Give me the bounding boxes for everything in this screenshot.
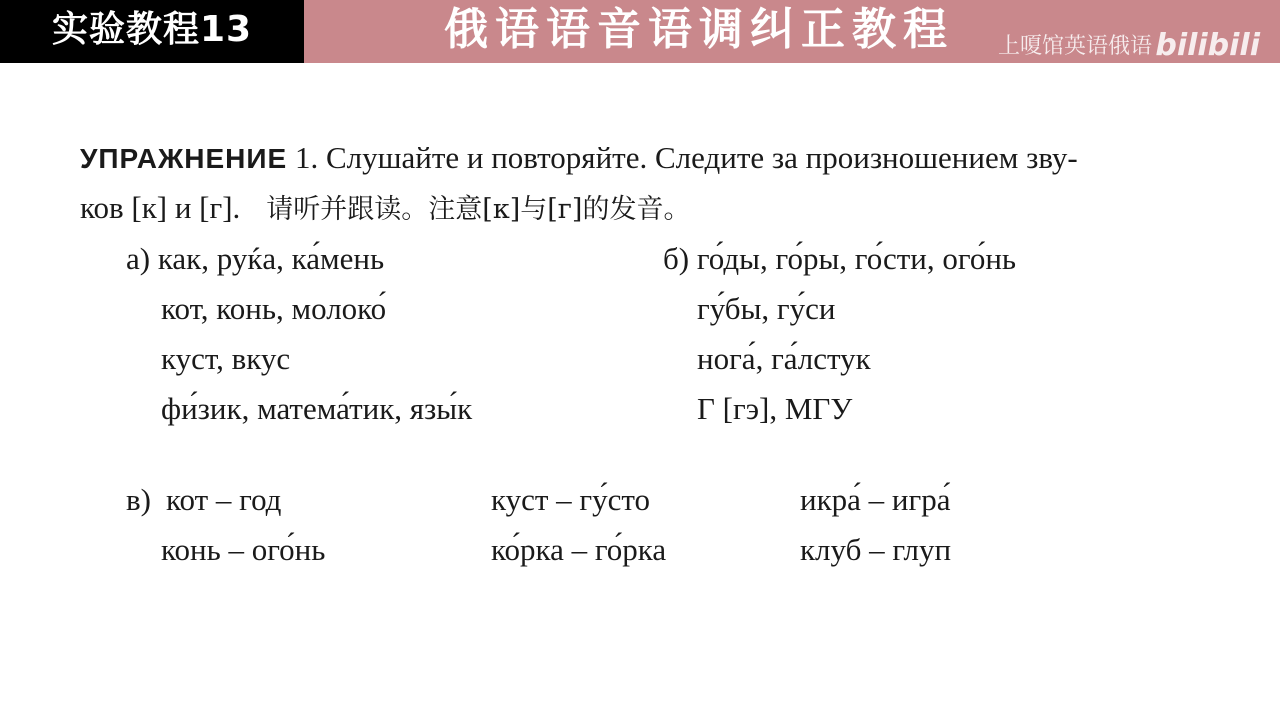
section-v-pair: куст – гу́сто (491, 482, 651, 517)
channel-watermark: 上嗄馆英语俄语 (997, 34, 1152, 59)
section-a-line: кот, конь, молоко́ (161, 291, 387, 326)
section-a-line: а) как, руќа, ка́мень (126, 241, 385, 276)
section-a-line: куст, вкус (161, 341, 291, 376)
section-b-line: Г [гэ], МГУ (697, 391, 853, 426)
section-v-pair: кот – год (166, 482, 282, 517)
section-b-line: б) го́ды, го́ры, го́сти, ого́нь (663, 241, 1017, 276)
exercise-instruction-line2 (80, 188, 690, 230)
section-b-line: нога́, га́лстук (697, 341, 871, 376)
lesson-number-label: 实验教程13 (0, 0, 304, 63)
section-v-label: в) (126, 482, 151, 517)
section-v-pair: клуб – глуп (800, 532, 952, 567)
section-v-pair: икра́ – игра́ (800, 482, 951, 517)
section-v-pair: ко́рка – го́рка (491, 532, 667, 567)
video-header-bar (0, 0, 1280, 63)
section-b-line: гу́бы, гу́си (697, 291, 836, 326)
section-a-line: фи́зик, матема́тик, язы́к (161, 391, 473, 426)
course-title: 俄语语音语调纠正教程 (444, 4, 954, 55)
bilibili-logo: bilibili (1155, 28, 1260, 63)
exercise-heading: УПРАЖНЕНИЕ (80, 143, 288, 174)
section-v-pair: конь – ого́нь (161, 532, 326, 567)
exercise-instruction-sounds: ков [к] и [г]. (80, 190, 241, 225)
exercise-instruction-text: 1. Слушайте и повторяйте. Следите за произношением зву- (287, 140, 1078, 175)
exercise-instruction-chinese: 请听并跟读。注意[к]与[г]的发音。 (266, 194, 691, 225)
exercise-instruction-line1 (80, 138, 1078, 179)
